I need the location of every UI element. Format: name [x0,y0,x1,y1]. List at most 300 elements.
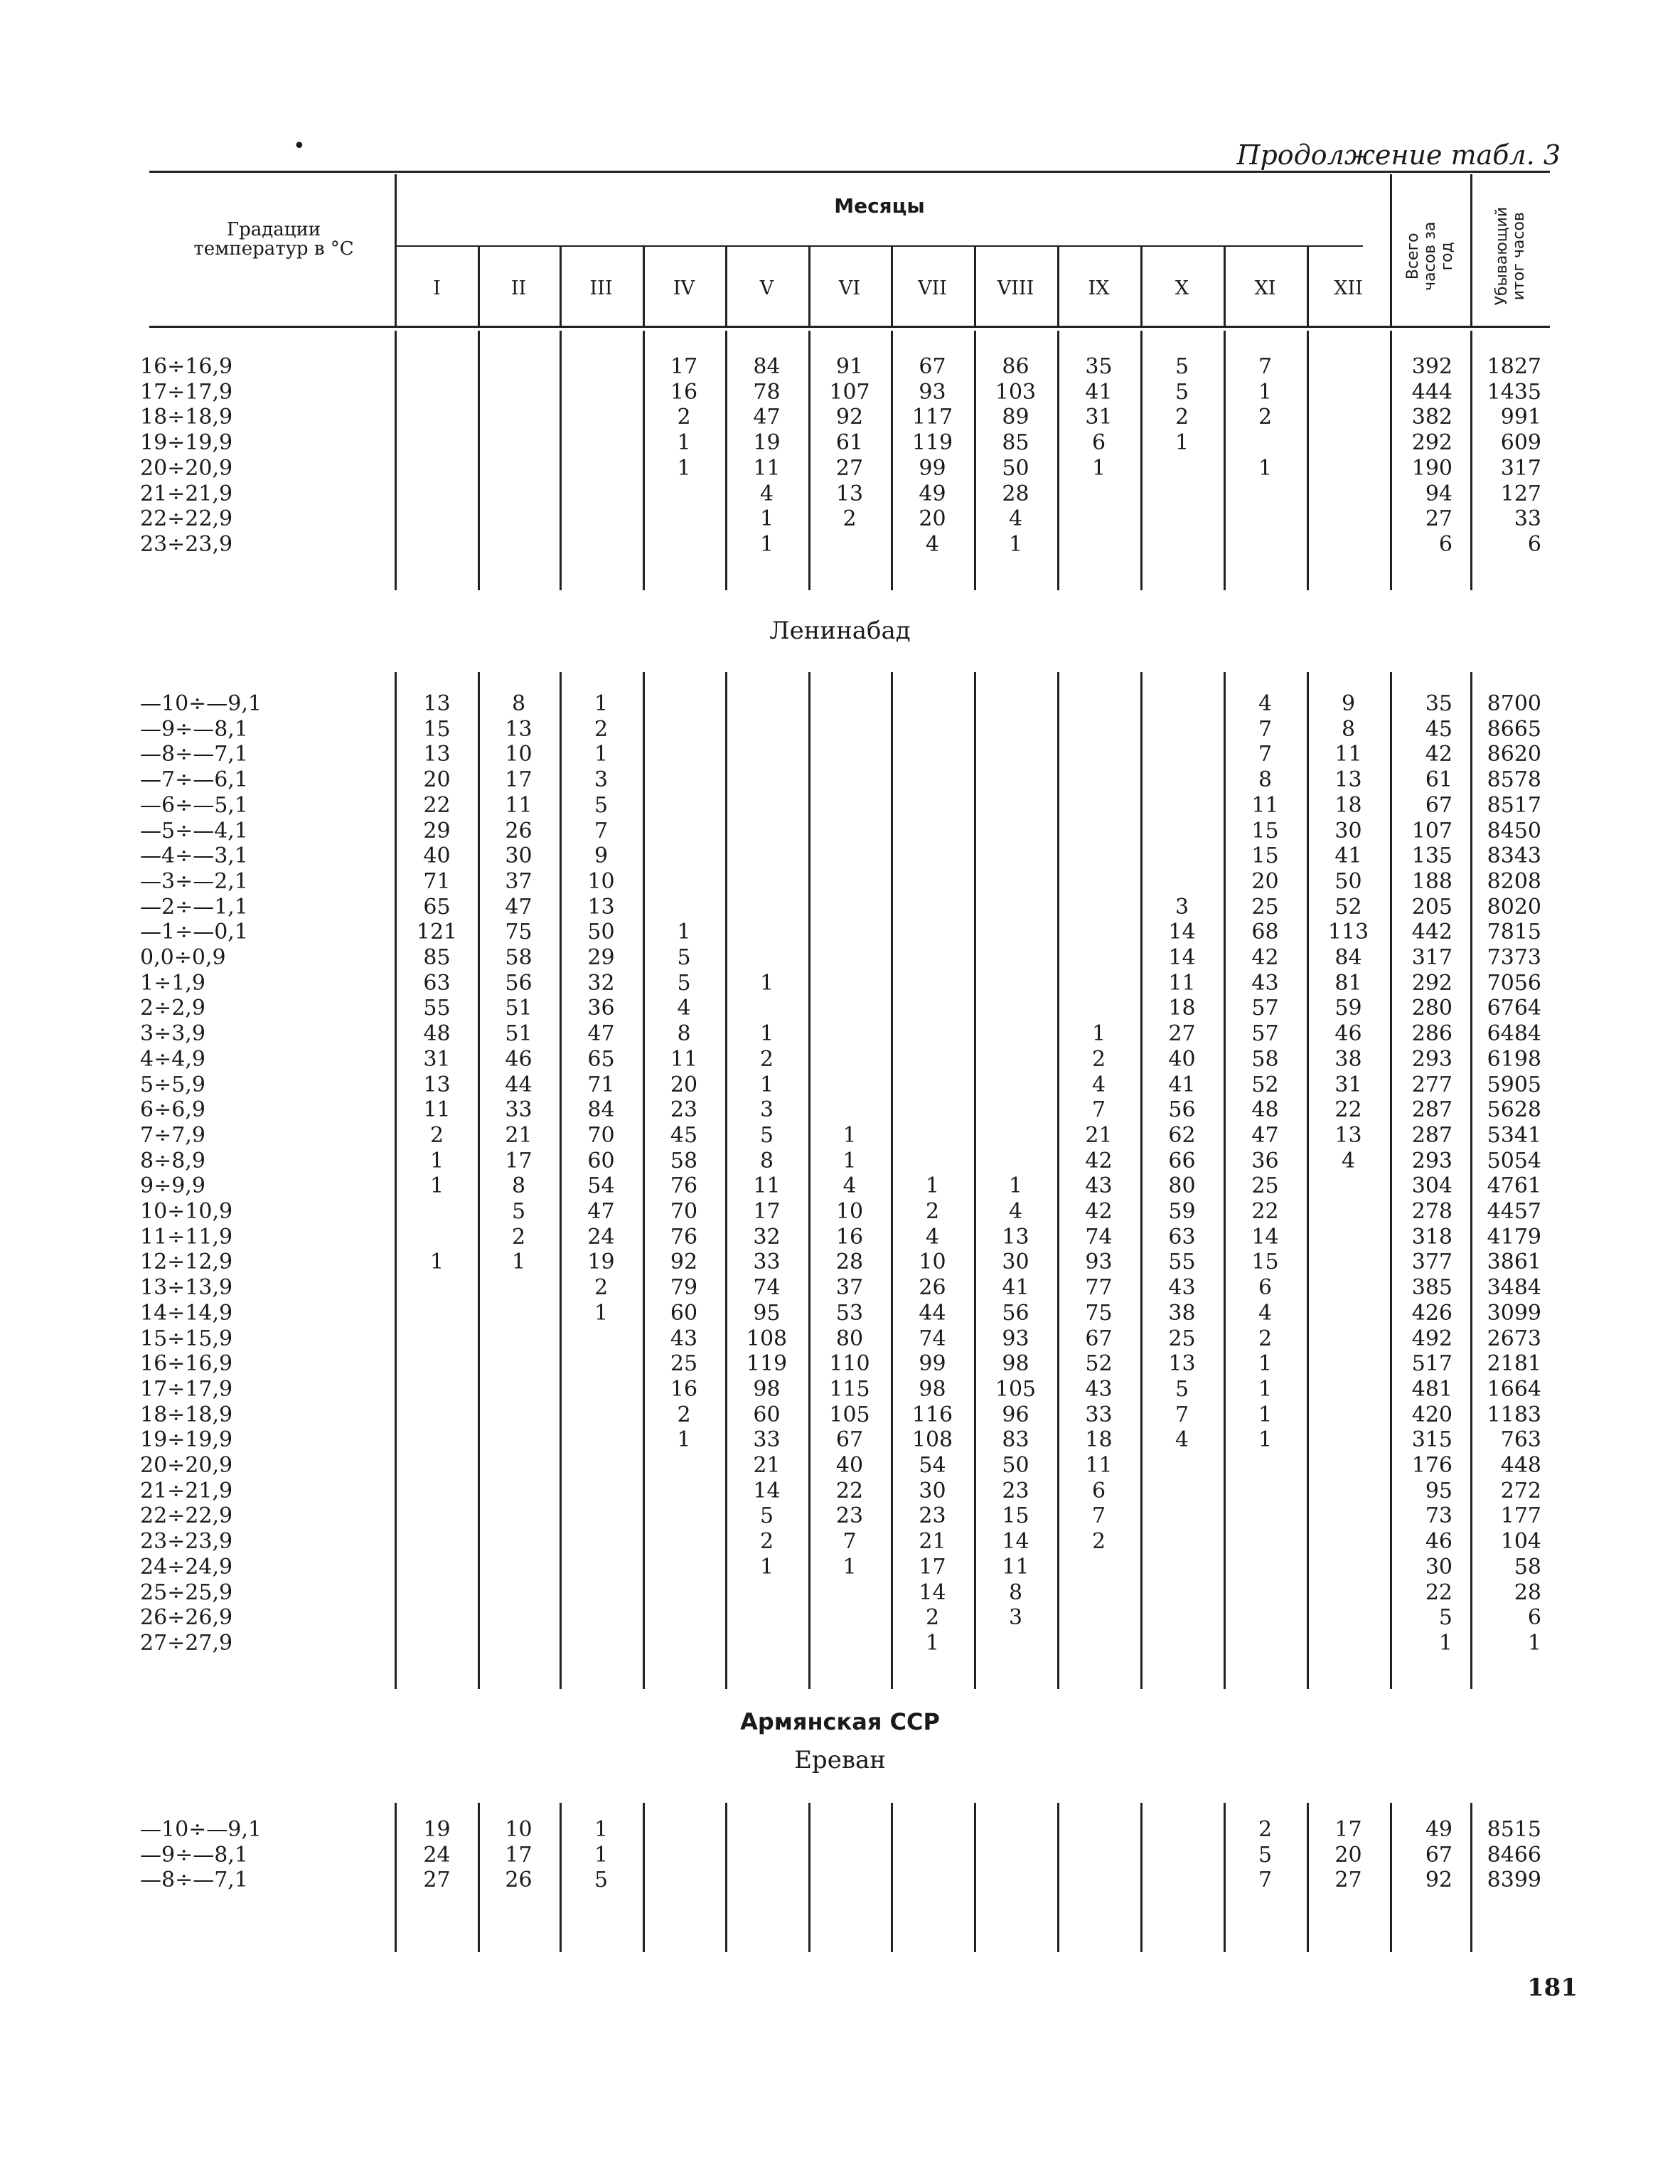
table-cell: 13 [423,1072,451,1097]
table-cell: 68 [1251,920,1279,945]
table-cell: 20 [919,506,946,532]
table-cell: 11 [753,1173,781,1199]
total-cell: 517 [1411,1351,1452,1377]
table-cell: 6 [1258,1275,1273,1301]
header-col-rule [1140,247,1143,327]
table-cell: 1 [759,970,774,996]
table-cell: 56 [1168,1097,1196,1123]
table-cell: 103 [995,379,1037,405]
table-cell: 26 [919,1275,946,1301]
row-label: —8÷—7,1 [140,1868,248,1893]
table-cell: 1 [594,691,609,716]
cumulative-cell: 33 [1514,506,1541,532]
table-cell: 15 [1251,843,1279,869]
header-col-rule [725,247,727,327]
row-label: 10÷10,9 [140,1199,233,1224]
table-cell: 83 [1002,1427,1029,1453]
table-cell: 61 [835,430,864,456]
table-cell: 1 [759,1021,774,1047]
total-cell: 176 [1411,1453,1452,1478]
table-cell: 67 [1085,1326,1113,1351]
table-cell: 107 [829,379,870,405]
table-cell: 16 [835,1224,864,1250]
cumulative-cell: 8466 [1487,1842,1541,1868]
table-cell: 7 [1091,1503,1106,1529]
table-cell: 42 [1251,945,1279,970]
row-label: 1÷1,9 [140,970,205,996]
table-cell: 75 [1085,1300,1113,1326]
table-cell: 85 [1002,430,1029,456]
cumulative-cell: 8665 [1487,716,1541,742]
table-cell: 37 [505,868,533,894]
table-cell: 7 [594,818,609,843]
table-cell: 76 [670,1173,698,1199]
row-label: 0,0÷0,9 [140,945,226,970]
table-cell: 8 [677,1021,691,1047]
table-cell: 40 [835,1453,864,1478]
table-cell: 84 [1334,945,1362,970]
table-cell: 4 [1258,1300,1273,1326]
row-label: 17÷17,9 [140,379,233,405]
table-cell: 19 [423,1817,451,1842]
table-cell: 6 [1091,430,1106,456]
table-cell: 42 [1085,1199,1113,1224]
table-cell: 11 [670,1046,698,1072]
table-cell: 14 [753,1478,781,1503]
table-cell: 8 [1258,767,1273,793]
table-cell: 80 [835,1326,864,1351]
table-cell: 93 [1085,1250,1113,1275]
table-cell: 33 [753,1427,781,1453]
row-label: 25÷25,9 [140,1580,233,1605]
total-cell: 277 [1411,1072,1452,1097]
table-cell: 11 [1251,792,1279,818]
header-col-rule [974,247,976,327]
table-cell: 55 [1168,1250,1196,1275]
total-cell: 420 [1411,1402,1452,1427]
table-cell: 105 [829,1402,870,1427]
table-cell: 8 [759,1148,774,1173]
table-cell: 2 [842,506,857,532]
table-cell: 13 [423,742,451,767]
row-label: 24÷24,9 [140,1554,233,1580]
total-cell: 292 [1411,430,1452,456]
total-cell: 318 [1411,1224,1452,1250]
table-cell: 1 [1091,455,1106,481]
total-cell: 35 [1425,691,1452,716]
table-cell: 18 [1168,996,1196,1021]
row-label: 4÷4,9 [140,1046,205,1072]
table-cell: 1 [759,1554,774,1580]
table-cell: 13 [1168,1351,1196,1377]
table-cell: 67 [835,1427,864,1453]
cumulative-cell: 5905 [1487,1072,1541,1097]
table-cell: 35 [1085,354,1113,379]
cumulative-cell: 58 [1514,1554,1541,1580]
table-cell: 89 [1002,405,1029,430]
table-cell: 92 [670,1250,698,1275]
table-cell: 23 [919,1503,946,1529]
table-cell: 21 [919,1529,946,1555]
table-cell: 25 [1251,894,1279,920]
table-cell: 2 [925,1199,940,1224]
table-cell: 70 [587,1122,615,1148]
total-cell: 304 [1411,1173,1452,1199]
table-cell: 8 [1008,1580,1023,1605]
table-cell: 41 [1002,1275,1029,1301]
cumulative-cell: 6198 [1487,1046,1541,1072]
cumulative-cell: 8020 [1487,894,1541,920]
table-cell: 30 [919,1478,946,1503]
total-cell: 46 [1425,1529,1452,1555]
cumulative-cell: 8578 [1487,767,1541,793]
cumulative-cell: 127 [1500,481,1541,506]
table-cell: 2 [429,1122,444,1148]
table-cell: 113 [1327,920,1369,945]
header-col-rule [1057,247,1059,327]
table-cell: 55 [423,996,451,1021]
table-cell: 80 [1168,1173,1196,1199]
table-cell: 20 [1334,1842,1362,1868]
table-cell: 2 [677,1402,691,1427]
table-cell: 70 [670,1199,698,1224]
table-cell: 43 [1168,1275,1196,1301]
row-label: 8÷8,9 [140,1148,205,1173]
table-cell: 33 [1085,1402,1113,1427]
table-cell: 71 [587,1072,615,1097]
column-rule [643,1803,645,1952]
total-cell: 205 [1411,894,1452,920]
header-col-rule [891,247,893,327]
row-label: 6÷6,9 [140,1097,205,1123]
column-rule [1057,1803,1059,1952]
row-label: 18÷18,9 [140,405,233,430]
table-cell: 81 [1334,970,1362,996]
table-cell: 1 [1258,379,1273,405]
table-cell: 58 [505,945,533,970]
table-cell: 5 [759,1122,774,1148]
row-label: —9÷—8,1 [140,1842,248,1868]
table-cell: 3 [759,1097,774,1123]
column-rule [395,1803,397,1952]
table-cell: 29 [587,945,615,970]
table-cell: 1 [925,1630,940,1656]
table-cell: 65 [423,894,451,920]
row-label: —7÷—6,1 [140,767,248,793]
total-hours-label: Всего часов за год [1404,221,1457,291]
table-cell: 7 [1258,1868,1273,1893]
header-bottom-rule [149,326,1550,328]
column-rule [395,331,397,590]
table-cell: 13 [1002,1224,1029,1250]
table-cell: 47 [753,405,781,430]
month-header-5: V [759,277,774,299]
table-cell: 79 [670,1275,698,1301]
table-cell: 13 [587,894,615,920]
total-cell: 67 [1425,792,1452,818]
table-cell: 86 [1002,354,1029,379]
cumulative-cell: 1183 [1487,1402,1541,1427]
table-cell: 1 [429,1173,444,1199]
cumulative-cell: 6764 [1487,996,1541,1021]
months-rule [396,245,1363,247]
table-cell: 43 [1251,970,1279,996]
table-cell: 11 [423,1097,451,1123]
table-cell: 5 [677,945,691,970]
table-cell: 11 [1085,1453,1113,1478]
cumulative-cell: 7373 [1487,945,1541,970]
table-cell: 10 [587,868,615,894]
total-cell: 377 [1411,1250,1452,1275]
cumulative-cell: 5341 [1487,1122,1541,1148]
table-cell: 20 [1251,868,1279,894]
table-cell: 20 [423,767,451,793]
row-label: 14÷14,9 [140,1300,233,1326]
table-cell: 4 [925,1224,940,1250]
table-cell: 1 [1008,531,1023,557]
cumulative-cell: 5628 [1487,1097,1541,1123]
table-cell: 7 [1175,1402,1189,1427]
table-cell: 121 [416,920,458,945]
column-rule [1140,1803,1143,1952]
cumulative-cell: 5054 [1487,1148,1541,1173]
table-cell: 25 [1251,1173,1279,1199]
row-label: 5÷5,9 [140,1072,205,1097]
table-cell: 33 [753,1250,781,1275]
table-cell: 21 [505,1122,533,1148]
table-cell: 84 [587,1097,615,1123]
table-cell: 51 [505,996,533,1021]
table-cell: 91 [835,354,864,379]
total-cell: 315 [1411,1427,1452,1453]
region-title: Армянская ССР [740,1708,940,1735]
total-cell: 73 [1425,1503,1452,1529]
total-cell: 188 [1411,868,1452,894]
cumulative-header [1470,181,1552,331]
table-cell: 6 [1091,1478,1106,1503]
total-cell: 392 [1411,354,1452,379]
cumulative-cell: 448 [1500,1453,1541,1478]
table-cell: 63 [423,970,451,996]
table-cell: 16 [670,379,698,405]
row-label: —10÷—9,1 [140,1817,262,1842]
table-cell: 119 [746,1351,788,1377]
cumulative-cell: 4761 [1487,1173,1541,1199]
table-cell: 57 [1251,996,1279,1021]
table-cell: 59 [1168,1199,1196,1224]
table-cell: 15 [1251,818,1279,843]
table-cell: 2 [594,1275,609,1301]
table-cell: 10 [505,1817,533,1842]
row-label: 18÷18,9 [140,1402,233,1427]
row-label: 11÷11,9 [140,1224,233,1250]
table-cell: 54 [587,1173,615,1199]
cumulative-cell: 8343 [1487,843,1541,869]
table-cell: 1 [1258,1427,1273,1453]
table-cell: 52 [1085,1351,1113,1377]
cumulative-cell: 3861 [1487,1250,1541,1275]
table-cell: 28 [1002,481,1029,506]
table-cell: 43 [1085,1173,1113,1199]
row-label: 27÷27,9 [140,1630,233,1656]
table-cell: 47 [505,894,533,920]
table-cell: 1 [429,1148,444,1173]
table-cell: 50 [1002,455,1029,481]
table-cell: 27 [835,455,864,481]
row-label: 16÷16,9 [140,354,233,379]
table-cell: 15 [423,716,451,742]
table-cell: 2 [1258,405,1273,430]
table-cell: 74 [1085,1224,1113,1250]
table-cell: 40 [423,843,451,869]
table-cell: 11 [753,455,781,481]
row-label: 23÷23,9 [140,531,233,557]
cumulative-cell: 104 [1500,1529,1541,1555]
table-cell: 2 [1258,1817,1273,1842]
table-cell: 17 [505,1842,533,1868]
table-cell: 18 [1085,1427,1113,1453]
table-cell: 29 [423,818,451,843]
month-header-9: IX [1088,277,1110,299]
column-rule [974,1803,976,1952]
header-col-rule [1307,247,1309,327]
month-header-12: XII [1334,277,1363,299]
table-cell: 46 [505,1046,533,1072]
month-header-2: II [510,277,527,299]
row-label: —3÷—2,1 [140,868,248,894]
table-cell: 40 [1168,1046,1196,1072]
table-cell: 5 [594,792,609,818]
total-cell: 6 [1438,531,1452,557]
table-cell: 65 [587,1046,615,1072]
table-cell: 50 [1002,1453,1029,1478]
cumulative-cell: 2181 [1487,1351,1541,1377]
row-label: 21÷21,9 [140,481,233,506]
table-cell: 1 [594,1842,609,1868]
month-header-6: VI [838,277,861,299]
total-hours-header [1390,181,1472,331]
table-cell: 53 [835,1300,864,1326]
column-rule [560,331,562,590]
table-cell: 23 [1002,1478,1029,1503]
months-header: Месяцы [834,194,925,218]
table-cell: 76 [670,1224,698,1250]
table-cell: 4 [759,481,774,506]
table-cell: 26 [505,1868,533,1893]
table-cell: 1 [594,742,609,767]
table-cell: 1 [842,1122,857,1148]
table-cell: 31 [1085,405,1113,430]
table-cell: 36 [1251,1148,1279,1173]
table-cell: 56 [505,970,533,996]
table-cell: 92 [835,405,864,430]
column-rule [891,1803,893,1952]
table-cell: 1 [842,1554,857,1580]
table-cell: 62 [1168,1122,1196,1148]
table-cell: 115 [829,1376,870,1402]
table-cell: 71 [423,868,451,894]
row-label: 9÷9,9 [140,1173,205,1199]
table-cell: 13 [505,716,533,742]
table-cell: 14 [919,1580,946,1605]
cumulative-cell: 6484 [1487,1021,1541,1047]
row-label: 15÷15,9 [140,1326,233,1351]
table-cell: 13 [1334,767,1362,793]
cumulative-cell: 6 [1527,1605,1541,1631]
row-label: 19÷19,9 [140,1427,233,1453]
table-cell: 8 [1341,716,1356,742]
table-cell: 3 [1008,1605,1023,1631]
cumulative-cell: 8450 [1487,818,1541,843]
total-cell: 280 [1411,996,1452,1021]
table-cell: 4 [677,996,691,1021]
table-cell: 116 [911,1402,953,1427]
table-cell: 57 [1251,1021,1279,1047]
table-cell: 4 [1008,506,1023,532]
table-cell: 46 [1334,1021,1362,1047]
total-cell: 317 [1411,945,1452,970]
table-cell: 14 [1168,945,1196,970]
table-cell: 1 [594,1300,609,1326]
cumulative-cell: 317 [1500,455,1541,481]
table-cell: 66 [1168,1148,1196,1173]
table-cell: 48 [1251,1097,1279,1123]
table-cell: 67 [919,354,946,379]
table-cell: 19 [587,1250,615,1275]
table-cell: 17 [753,1199,781,1224]
column-rule [478,331,480,590]
gradation-header: Градации температур в °С [193,219,354,260]
table-cell: 7 [842,1529,857,1555]
table-cell: 28 [835,1250,864,1275]
table-cell: 4 [1091,1072,1106,1097]
table-cell: 22 [1251,1199,1279,1224]
table-cell: 78 [753,379,781,405]
table-cell: 44 [505,1072,533,1097]
table-cell: 1 [677,920,691,945]
ink-dot: • [293,134,306,159]
table-cell: 8 [511,691,526,716]
table-cell: 50 [1334,868,1362,894]
header-col-rule [808,247,810,327]
row-label: —6÷—5,1 [140,792,248,818]
table-cell: 38 [1168,1300,1196,1326]
row-label: —8÷—7,1 [140,742,248,767]
cumulative-cell: 1664 [1487,1376,1541,1402]
table-cell: 17 [505,1148,533,1173]
table-cell: 15 [1002,1503,1029,1529]
month-header-11: XI [1254,277,1276,299]
table-cell: 52 [1334,894,1362,920]
month-header-4: IV [673,277,695,299]
column-rule [395,672,397,1689]
table-cell: 20 [670,1072,698,1097]
table-cell: 1 [759,531,774,557]
table-cell: 119 [911,430,953,456]
table-cell: 105 [995,1376,1037,1402]
total-cell: 49 [1425,1817,1452,1842]
table-cell: 2 [1175,405,1189,430]
table-cell: 58 [670,1148,698,1173]
cumulative-cell: 7056 [1487,970,1541,996]
table-cell: 14 [1251,1224,1279,1250]
row-label: —10÷—9,1 [140,691,262,716]
table-cell: 9 [1341,691,1356,716]
total-cell: 426 [1411,1300,1452,1326]
table-cell: 96 [1002,1402,1029,1427]
cumulative-label: Убывающий итог часов [1493,206,1529,306]
table-cell: 1 [1091,1021,1106,1047]
